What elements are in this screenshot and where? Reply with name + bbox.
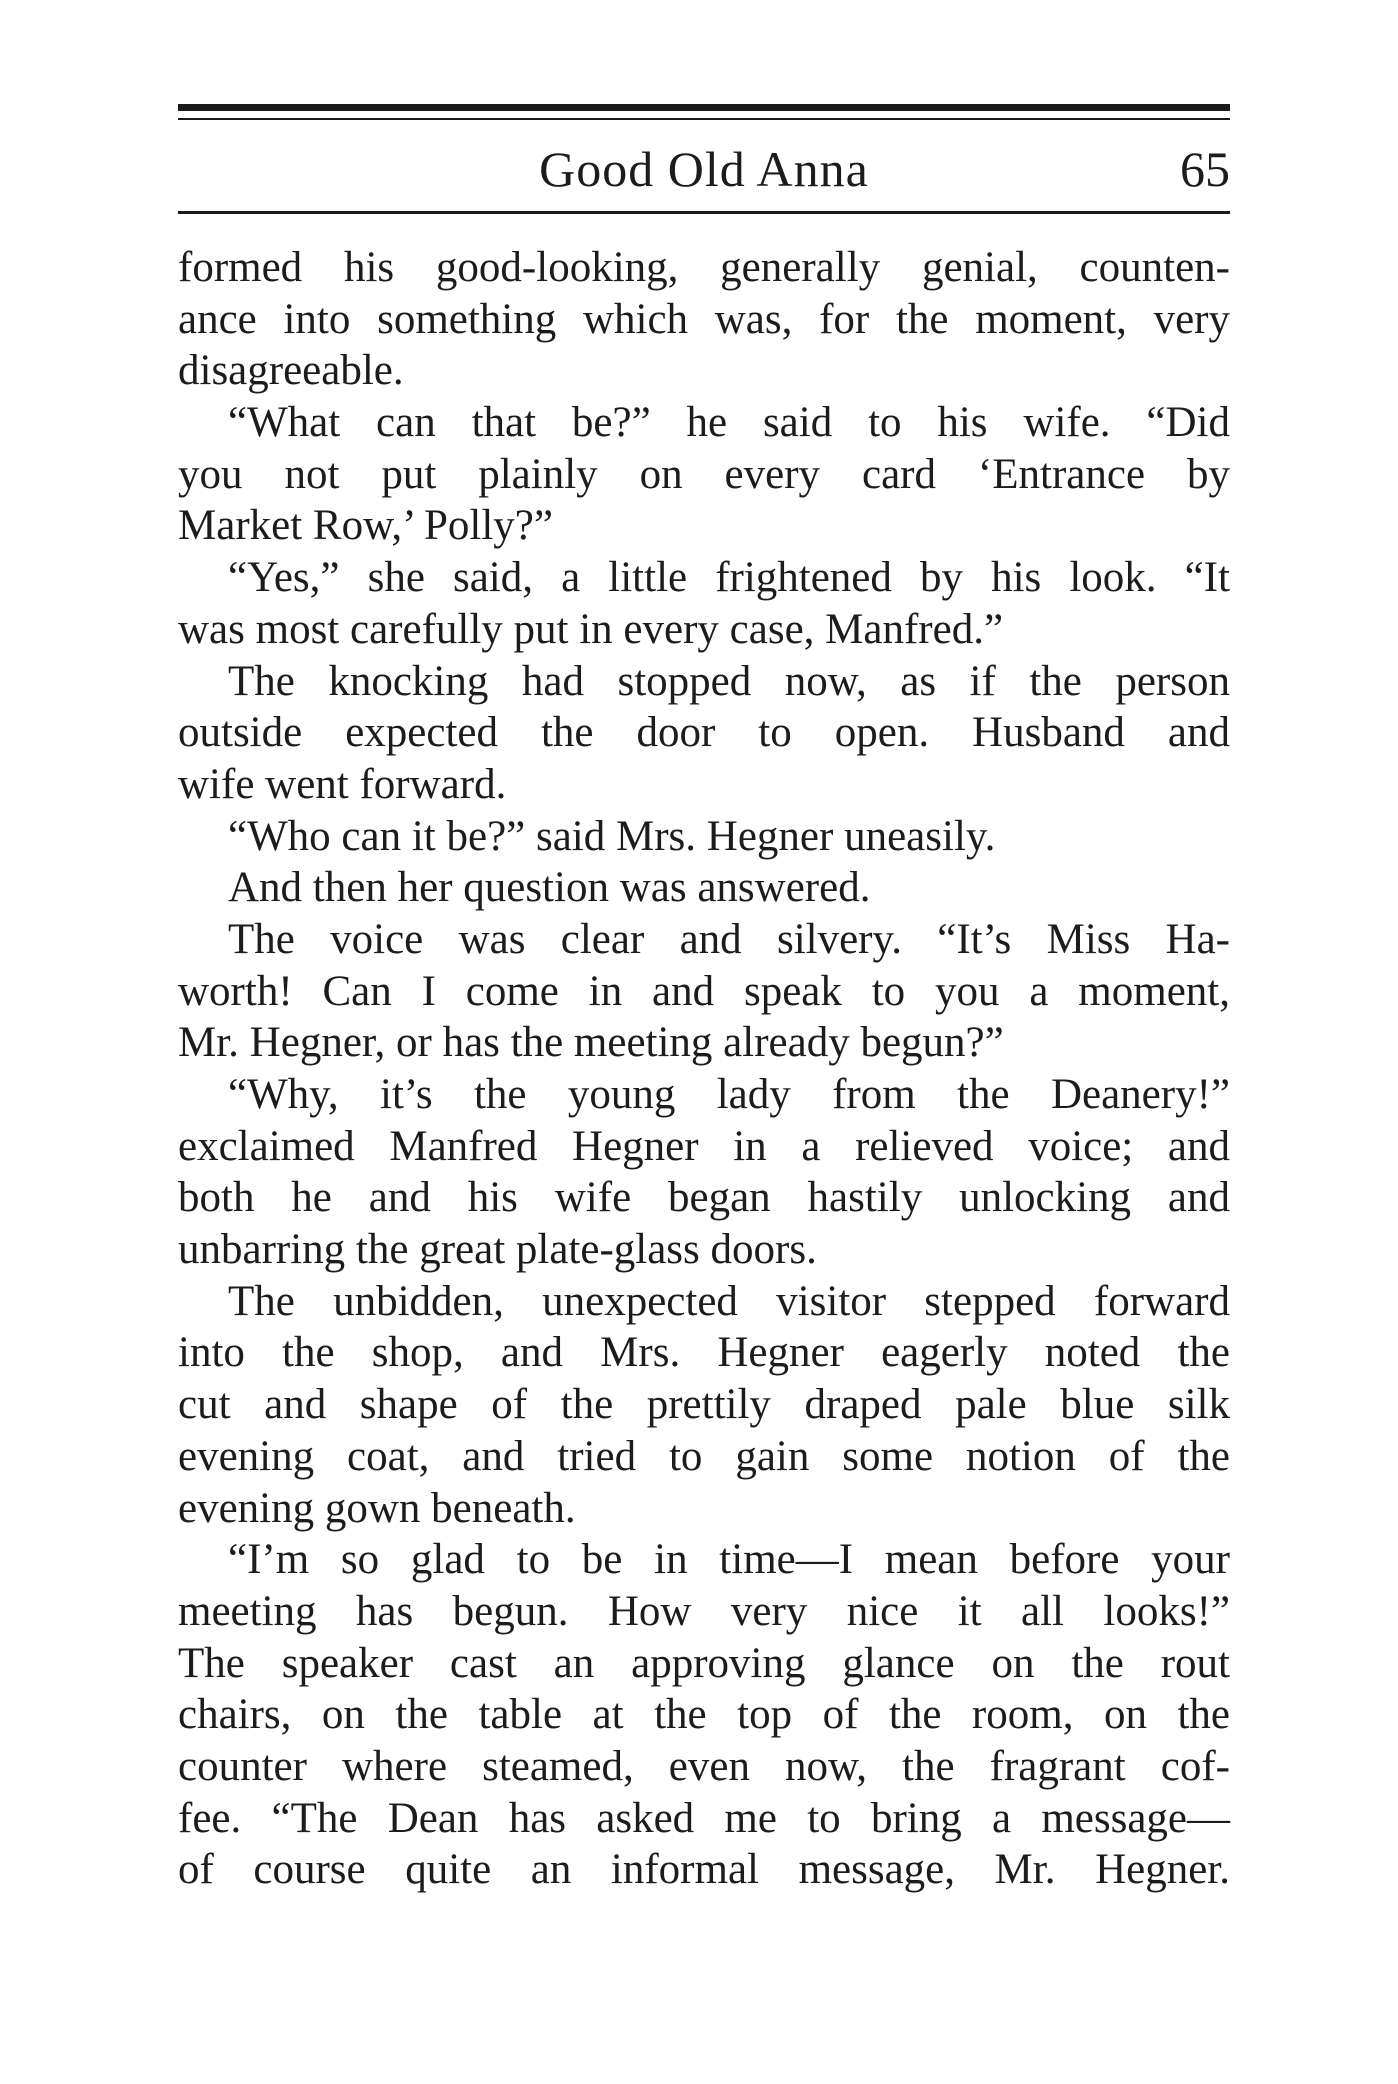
text-line: disagreeable. <box>178 347 404 395</box>
text-line: evening gown beneath. <box>178 1484 576 1532</box>
text-line: “What can that be?” he said to his wife. “Did <box>228 399 1230 447</box>
page-number: 65 <box>1180 141 1230 197</box>
header-rule-thick <box>178 104 1230 111</box>
text-line: evening coat, and tried to gain some notion of the <box>178 1432 1230 1480</box>
text-line: worth! Can I come in and speak to you a moment, <box>178 967 1230 1015</box>
text-line: was most carefully put in every case, Manfred.” <box>178 605 1004 653</box>
text-line: into the shop, and Mrs. Hegner eagerly noted the <box>178 1329 1230 1377</box>
text-line: fee. “The Dean has asked me to bring a message— <box>178 1794 1230 1842</box>
text-line: The knocking had stopped now, as if the person <box>228 657 1230 705</box>
text-line: The unbidden, unexpected visitor stepped forward <box>228 1277 1230 1325</box>
text-line: meeting has begun. How very nice it all looks!” <box>178 1587 1230 1635</box>
running-header <box>178 134 1230 204</box>
text-line: And then her question was answered. <box>228 864 871 912</box>
text-line: “Yes,” she said, a little frightened by his look. “It <box>228 554 1230 602</box>
text-line: “I’m so glad to be in time—I mean before your <box>228 1536 1230 1584</box>
body-text <box>178 242 1230 1896</box>
text-line: outside expected the door to open. Husband and <box>178 709 1230 757</box>
text-line: wife went forward. <box>178 760 507 808</box>
text-line: exclaimed Manfred Hegner in a relieved voice; and <box>178 1122 1230 1170</box>
text-line: Mr. Hegner, or has the meeting already begun?” <box>178 1019 1004 1067</box>
text-line: formed his good-looking, generally genial, counten- <box>178 244 1230 291</box>
text-line: “Why, it’s the young lady from the Deanery!” <box>228 1071 1230 1118</box>
text-line: The voice was clear and silvery. “It’s Miss Ha- <box>228 915 1230 963</box>
text-line: cut and shape of the prettily draped pale blue silk <box>178 1381 1230 1429</box>
text-line: chairs, on the table at the top of the room, on the <box>178 1691 1230 1739</box>
text-line: “Who can it be?” said Mrs. Hegner uneasily. <box>228 812 996 860</box>
header-rule-thin <box>178 118 1230 120</box>
text-line: both he and his wife began hastily unlocking and <box>178 1174 1230 1222</box>
text-line: you not put plainly on every card ‘Entrance by <box>178 450 1230 498</box>
text-line: unbarring the great plate-glass doors. <box>178 1226 817 1274</box>
text-line: counter where steamed, even now, the fragrant cof- <box>178 1742 1230 1790</box>
text-line: ance into something which was, for the moment, very <box>178 295 1230 343</box>
header-rule-bottom <box>178 211 1230 214</box>
running-title: Good Old Anna <box>539 141 869 197</box>
text-line: of course quite an informal message, Mr. Hegner. <box>178 1846 1230 1894</box>
text-line: Market Row,’ Polly?” <box>178 502 553 550</box>
text-line: The speaker cast an approving glance on the rout <box>178 1639 1230 1687</box>
